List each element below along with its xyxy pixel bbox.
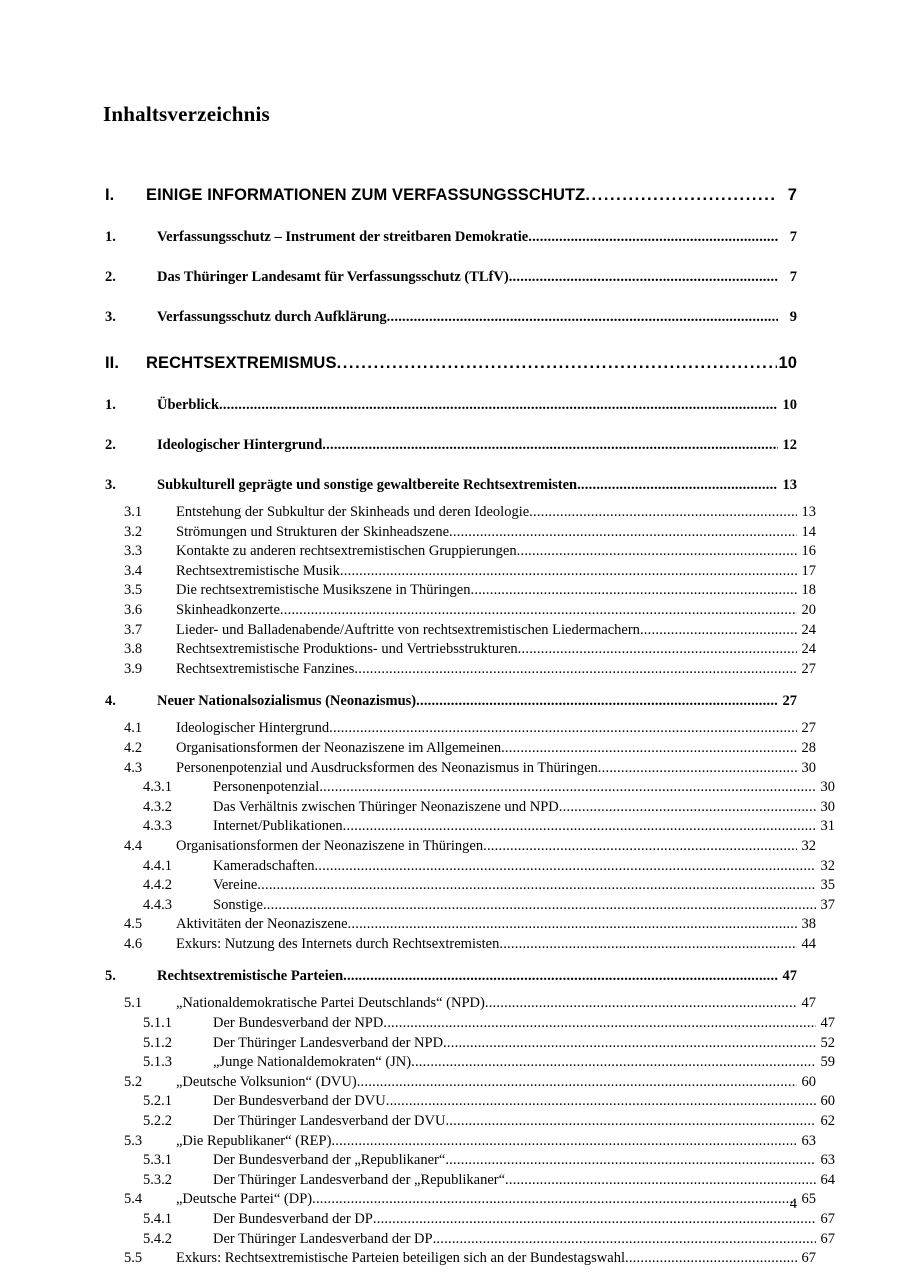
toc-entry-title: Rechtsextremistische Musik bbox=[176, 562, 340, 579]
toc-entry-number: 4.3 bbox=[124, 759, 143, 776]
toc-leader-dots bbox=[528, 229, 778, 246]
toc-entry-page: 10 bbox=[778, 354, 797, 372]
toc-leader-dots bbox=[386, 1093, 816, 1110]
toc-entry-page: 67 bbox=[820, 1230, 835, 1247]
toc-entry-page: 13 bbox=[782, 477, 797, 493]
toc-entry-number: II. bbox=[105, 354, 120, 372]
toc-leader-dots bbox=[625, 1250, 797, 1267]
toc-leader-dots bbox=[354, 661, 797, 678]
toc-entry[interactable] bbox=[105, 602, 816, 622]
toc-entry-number: 4.4.1 bbox=[143, 857, 172, 874]
toc-entry-number: 5.3.1 bbox=[143, 1152, 172, 1169]
toc-leader-dots bbox=[433, 1231, 816, 1248]
toc-entry-number: 4.4 bbox=[124, 837, 143, 854]
toc-entry-page: 60 bbox=[820, 1093, 835, 1110]
toc-entry[interactable] bbox=[105, 799, 835, 819]
toc-entry[interactable] bbox=[105, 437, 797, 464]
toc-entry-number: 3.3 bbox=[124, 543, 143, 560]
toc-leader-dots bbox=[219, 397, 778, 414]
toc-entry-page: 37 bbox=[820, 896, 835, 913]
toc-entry-page: 20 bbox=[801, 601, 816, 618]
toc-entry[interactable] bbox=[105, 1133, 816, 1153]
toc-entry[interactable] bbox=[105, 186, 797, 216]
toc-entry[interactable] bbox=[105, 779, 835, 799]
toc-entry-number: 4.4.3 bbox=[143, 896, 172, 913]
toc-entry-page: 13 bbox=[801, 504, 816, 520]
toc-leader-dots bbox=[257, 877, 816, 894]
toc-leader-dots bbox=[340, 563, 797, 580]
toc-entry-page: 16 bbox=[801, 543, 816, 560]
toc-leader-dots bbox=[501, 740, 797, 757]
toc-entry[interactable] bbox=[105, 1113, 835, 1133]
toc-spacer bbox=[105, 296, 797, 309]
toc-leader-dots bbox=[483, 838, 797, 855]
toc-entry-title: EINIGE INFORMATIONEN ZUM VERFASSUNGSSCHUTZ bbox=[146, 186, 586, 204]
page-title: Inhaltsverzeichnis bbox=[103, 102, 270, 126]
toc-entry[interactable] bbox=[105, 838, 816, 858]
toc-entry-title: „Nationaldemokratische Partei Deutschlands“ (NPD) bbox=[176, 995, 485, 1012]
toc-entry-number: 3.9 bbox=[124, 660, 143, 677]
toc-entry-title: Lieder- und Balladenabende/Auftritte von rechtsextremistischen Liedermachern bbox=[176, 621, 640, 638]
toc-entry-page: 18 bbox=[801, 582, 816, 599]
toc-entry-page: 47 bbox=[820, 1015, 835, 1032]
toc-entry[interactable] bbox=[105, 760, 816, 780]
toc-entry-title: Rechtsextremistische Fanzines bbox=[176, 660, 355, 677]
toc-entry-number: 5.4.2 bbox=[143, 1230, 172, 1247]
toc-entry-title: Verfassungsschutz durch Aufklärung bbox=[157, 309, 387, 325]
toc-entry-page: 27 bbox=[801, 660, 816, 677]
toc-entry-number: 5.2.1 bbox=[143, 1093, 172, 1110]
toc-entry[interactable] bbox=[105, 1093, 835, 1113]
toc-entry-page: 30 bbox=[820, 798, 835, 815]
toc-entry-page: 44 bbox=[801, 935, 816, 952]
toc-entry[interactable] bbox=[105, 397, 797, 424]
toc-entry-title: Skinheadkonzerte bbox=[176, 601, 280, 618]
toc-entry[interactable] bbox=[105, 1250, 816, 1270]
toc-entry-page: 28 bbox=[801, 739, 816, 756]
toc-entry-title: Vereine bbox=[213, 877, 258, 894]
toc-leader-dots bbox=[322, 437, 778, 454]
toc-entry-title: RECHTSEXTREMISMUS bbox=[146, 354, 337, 372]
toc-entry-number: 4.4.2 bbox=[143, 877, 172, 894]
toc-leader-dots bbox=[529, 504, 797, 521]
toc-entry-title: Der Bundesverband der DP bbox=[213, 1211, 373, 1227]
toc-entry-number: 4.1 bbox=[124, 720, 143, 737]
toc-entry[interactable] bbox=[105, 524, 816, 544]
toc-entry-number: 3.5 bbox=[124, 582, 143, 599]
toc-entry-title: Das Thüringer Landesamt für Verfassungsschutz (TLfV) bbox=[157, 269, 509, 285]
toc-entry-number: 5.1.1 bbox=[143, 1015, 172, 1032]
toc-entry-title: Überblick bbox=[157, 397, 220, 413]
toc-entry-number: 5.1 bbox=[124, 995, 143, 1012]
toc-entry-page: 30 bbox=[820, 779, 835, 796]
toc-entry-title: Die rechtsextremistische Musikszene in Thüringen bbox=[176, 582, 471, 599]
toc-entry-title: Der Thüringer Landesverband der NPD bbox=[213, 1034, 444, 1051]
toc-entry-title: Der Bundesverband der NPD bbox=[213, 1015, 384, 1032]
toc-leader-dots bbox=[640, 622, 797, 639]
toc-entry-title: Personenpotenzial und Ausdrucksformen des Neonazismus in Thüringen bbox=[176, 759, 598, 776]
toc-entry[interactable] bbox=[105, 582, 816, 602]
toc-entry-page: 38 bbox=[801, 916, 816, 933]
toc-entry-title: Der Thüringer Landesverband der DVU bbox=[213, 1113, 446, 1130]
toc-entry-page: 65 bbox=[801, 1191, 816, 1208]
toc-entry-number: 3.1 bbox=[124, 504, 143, 520]
toc-leader-dots bbox=[329, 720, 797, 737]
toc-entry-page: 47 bbox=[782, 968, 797, 985]
toc-entry[interactable] bbox=[105, 1015, 835, 1035]
toc-entry-title: Kameradschaften bbox=[213, 857, 315, 874]
toc-entry-title: Neuer Nationalsozialismus (Neonazismus) bbox=[157, 693, 417, 710]
table-of-contents bbox=[105, 168, 835, 1270]
toc-entry[interactable] bbox=[105, 269, 797, 296]
toc-entry-number: 5.4 bbox=[124, 1191, 143, 1208]
toc-entry-page: 14 bbox=[801, 523, 816, 540]
toc-entry[interactable] bbox=[105, 622, 816, 642]
toc-entry-title: Internet/Publikationen bbox=[213, 818, 343, 835]
toc-spacer bbox=[105, 680, 797, 693]
toc-entry-number: 4.5 bbox=[124, 916, 143, 933]
toc-entry-title: Ideologischer Hintergrund bbox=[176, 720, 330, 737]
toc-leader-dots bbox=[387, 309, 778, 326]
toc-entry-page: 64 bbox=[820, 1171, 835, 1188]
toc-entry-page: 59 bbox=[820, 1054, 835, 1071]
toc-entry[interactable] bbox=[105, 995, 816, 1015]
toc-entry-page: 31 bbox=[820, 818, 835, 835]
toc-entry-number: 2. bbox=[105, 269, 116, 285]
toc-entry-page: 62 bbox=[820, 1113, 835, 1130]
toc-leader-dots bbox=[517, 543, 797, 560]
toc-leader-dots bbox=[449, 524, 797, 541]
toc-entry-title: Der Bundesverband der „Republikaner“ bbox=[213, 1152, 446, 1169]
toc-entry-number: 3.6 bbox=[124, 601, 143, 618]
toc-leader-dots bbox=[319, 779, 816, 796]
toc-entry[interactable] bbox=[105, 968, 797, 995]
toc-entry-page: 7 bbox=[787, 186, 797, 204]
toc-leader-dots bbox=[343, 968, 778, 985]
toc-entry-page: 27 bbox=[782, 693, 797, 710]
toc-entry-title: „Deutsche Volksunion“ (DVU) bbox=[176, 1073, 357, 1090]
toc-leader-dots bbox=[357, 1074, 797, 1091]
toc-entry-title: „Junge Nationaldemokraten“ (JN) bbox=[213, 1054, 412, 1071]
toc-entry-title: Der Thüringer Landesverband der „Republikaner“ bbox=[213, 1171, 506, 1188]
toc-entry-page: 30 bbox=[801, 759, 816, 776]
toc-leader-dots bbox=[505, 1172, 816, 1189]
toc-entry-number: 2. bbox=[105, 437, 116, 453]
toc-entry-number: 5.1.2 bbox=[143, 1034, 172, 1051]
toc-entry[interactable] bbox=[105, 661, 816, 681]
toc-spacer bbox=[105, 955, 797, 968]
toc-leader-dots bbox=[383, 1015, 816, 1032]
toc-entry-number: 5.2.2 bbox=[143, 1113, 172, 1130]
toc-entry-number: 1. bbox=[105, 397, 116, 413]
toc-entry-title: Rechtsextremistische Parteien bbox=[157, 968, 344, 985]
toc-spacer bbox=[105, 384, 797, 397]
toc-entry[interactable] bbox=[105, 1191, 816, 1211]
toc-leader-dots bbox=[263, 897, 816, 914]
toc-leader-dots bbox=[314, 858, 816, 875]
toc-leader-dots bbox=[416, 693, 778, 710]
toc-entry-title: Verfassungsschutz – Instrument der streitbaren Demokratie bbox=[157, 229, 529, 245]
toc-entry[interactable] bbox=[105, 1074, 816, 1094]
toc-entry-page: 32 bbox=[801, 837, 816, 854]
toc-entry[interactable] bbox=[105, 641, 816, 661]
toc-entry-number: 3.7 bbox=[124, 621, 143, 638]
toc-leader-dots bbox=[445, 1113, 816, 1130]
toc-entry-page: 17 bbox=[801, 562, 816, 579]
toc-entry-page: 10 bbox=[782, 397, 797, 413]
toc-entry-number: I. bbox=[105, 186, 115, 204]
toc-entry-number: 5.3 bbox=[124, 1132, 143, 1149]
page-number-footer: 4 bbox=[789, 1196, 797, 1212]
toc-entry-number: 5.3.2 bbox=[143, 1171, 172, 1188]
toc-entry[interactable] bbox=[105, 1152, 835, 1172]
toc-entry[interactable] bbox=[105, 1231, 835, 1251]
toc-leader-dots bbox=[445, 1152, 816, 1169]
toc-entry-number: 3. bbox=[105, 477, 116, 493]
toc-entry-title: Exkurs: Rechtsextremistische Parteien beteiligen sich an der Bundestagswahl bbox=[176, 1250, 625, 1267]
toc-entry-title: „Deutsche Partei“ (DP) bbox=[176, 1191, 313, 1208]
toc-leader-dots bbox=[343, 818, 816, 835]
toc-leader-dots bbox=[331, 1133, 797, 1150]
toc-entry[interactable] bbox=[105, 693, 797, 720]
toc-entry-title: Strömungen und Strukturen der Skinheadszene bbox=[176, 523, 450, 540]
toc-spacer bbox=[105, 424, 797, 437]
toc-spacer bbox=[105, 336, 797, 354]
toc-entry-page: 9 bbox=[789, 309, 797, 325]
toc-entry[interactable] bbox=[105, 563, 816, 583]
toc-leader-dots bbox=[312, 1191, 797, 1208]
toc-entry-title: Kontakte zu anderen rechtsextremistischen Gruppierungen bbox=[176, 543, 517, 560]
toc-entry-number: 4.6 bbox=[124, 935, 143, 952]
toc-entry-page: 24 bbox=[801, 641, 816, 658]
toc-entry-number: 5.2 bbox=[124, 1073, 143, 1090]
toc-entry-page: 24 bbox=[801, 621, 816, 638]
toc-entry-number: 3. bbox=[105, 309, 116, 325]
toc-entry-title: Aktivitäten der Neonaziszene bbox=[176, 916, 348, 933]
toc-entry-title: Organisationsformen der Neonaziszene in Thüringen bbox=[176, 837, 484, 854]
toc-spacer bbox=[105, 216, 797, 229]
toc-entry-page: 12 bbox=[782, 437, 797, 453]
toc-entry[interactable] bbox=[105, 229, 797, 256]
toc-leader-dots bbox=[337, 354, 777, 373]
toc-leader-dots bbox=[471, 582, 798, 599]
toc-entry[interactable] bbox=[105, 916, 816, 936]
toc-entry[interactable] bbox=[105, 543, 816, 563]
toc-leader-dots bbox=[499, 936, 797, 953]
toc-entry-number: 5.5 bbox=[124, 1250, 143, 1267]
toc-entry-page: 63 bbox=[820, 1152, 835, 1169]
toc-leader-dots bbox=[443, 1035, 816, 1052]
toc-entry[interactable] bbox=[105, 936, 816, 956]
toc-entry-page: 47 bbox=[801, 995, 816, 1012]
toc-entry[interactable] bbox=[105, 1035, 835, 1055]
toc-entry-number: 3.2 bbox=[124, 523, 143, 540]
toc-entry-page: 7 bbox=[789, 229, 797, 245]
toc-leader-dots bbox=[280, 602, 797, 619]
toc-entry-title: Organisationsformen der Neonaziszene im Allgemeinen bbox=[176, 739, 502, 756]
toc-entry-number: 4.3.3 bbox=[143, 818, 172, 835]
toc-entry-title: Rechtsextremistische Produktions- und Vertriebsstrukturen bbox=[176, 641, 518, 658]
toc-leader-dots bbox=[485, 995, 797, 1012]
toc-entry[interactable] bbox=[105, 354, 797, 384]
toc-leader-dots bbox=[577, 477, 778, 494]
toc-leader-dots bbox=[559, 799, 816, 816]
toc-leader-dots bbox=[348, 916, 797, 933]
toc-entry-title: Personenpotenzial bbox=[213, 779, 320, 796]
toc-entry[interactable] bbox=[105, 858, 835, 878]
toc-entry[interactable] bbox=[105, 1211, 835, 1231]
toc-entry-title: Exkurs: Nutzung des Internets durch Rechtsextremisten bbox=[176, 935, 500, 952]
toc-entry-page: 27 bbox=[801, 720, 816, 737]
toc-entry-number: 4. bbox=[105, 693, 116, 710]
toc-entry[interactable] bbox=[105, 877, 835, 897]
toc-entry-number: 5.4.1 bbox=[143, 1211, 172, 1227]
toc-entry-page: 67 bbox=[801, 1250, 816, 1267]
toc-leader-dots bbox=[411, 1054, 816, 1071]
toc-leader-dots bbox=[518, 641, 797, 658]
toc-entry[interactable] bbox=[105, 504, 816, 524]
toc-leader-dots bbox=[509, 269, 778, 286]
toc-entry-number: 4.3.2 bbox=[143, 798, 172, 815]
toc-entry[interactable] bbox=[105, 818, 835, 838]
toc-entry-title: Ideologischer Hintergrund bbox=[157, 437, 323, 453]
toc-entry-title: „Die Republikaner“ (REP) bbox=[176, 1132, 332, 1149]
toc-entry[interactable] bbox=[105, 720, 816, 740]
toc-spacer bbox=[105, 168, 797, 186]
toc-entry-number: 5.1.3 bbox=[143, 1054, 172, 1071]
toc-entry-number: 4.3.1 bbox=[143, 779, 172, 796]
toc-entry-title: Das Verhältnis zwischen Thüringer Neonaziszene und NPD bbox=[213, 798, 559, 815]
toc-leader-dots bbox=[585, 186, 777, 205]
toc-entry[interactable] bbox=[105, 897, 835, 917]
toc-entry-page: 63 bbox=[801, 1132, 816, 1149]
toc-entry-title: Der Bundesverband der DVU bbox=[213, 1093, 386, 1110]
toc-spacer bbox=[105, 464, 797, 477]
toc-entry[interactable] bbox=[105, 477, 797, 504]
toc-entry-title: Sonstige bbox=[213, 896, 263, 913]
toc-entry-number: 3.8 bbox=[124, 641, 143, 658]
toc-leader-dots bbox=[598, 760, 797, 777]
toc-entry-title: Entstehung der Subkultur der Skinheads und deren Ideologie bbox=[176, 504, 530, 520]
toc-entry-page: 32 bbox=[820, 857, 835, 874]
toc-entry[interactable] bbox=[105, 740, 816, 760]
toc-entry[interactable] bbox=[105, 309, 797, 336]
toc-entry[interactable] bbox=[105, 1054, 835, 1074]
toc-entry-title: Subkulturell geprägte und sonstige gewaltbereite Rechtsextremisten bbox=[157, 477, 578, 493]
toc-entry-number: 3.4 bbox=[124, 562, 143, 579]
toc-entry-number: 1. bbox=[105, 229, 116, 245]
toc-entry-title: Der Thüringer Landesverband der DP bbox=[213, 1230, 433, 1247]
toc-entry-page: 60 bbox=[801, 1073, 816, 1090]
toc-leader-dots bbox=[373, 1211, 816, 1228]
toc-entry[interactable] bbox=[105, 1172, 835, 1192]
toc-spacer bbox=[105, 256, 797, 269]
toc-entry-page: 7 bbox=[789, 269, 797, 285]
toc-entry-number: 5. bbox=[105, 968, 116, 985]
toc-entry-page: 35 bbox=[820, 877, 835, 894]
toc-entry-page: 67 bbox=[820, 1211, 835, 1227]
toc-entry-page: 52 bbox=[820, 1034, 835, 1051]
toc-entry-number: 4.2 bbox=[124, 739, 143, 756]
